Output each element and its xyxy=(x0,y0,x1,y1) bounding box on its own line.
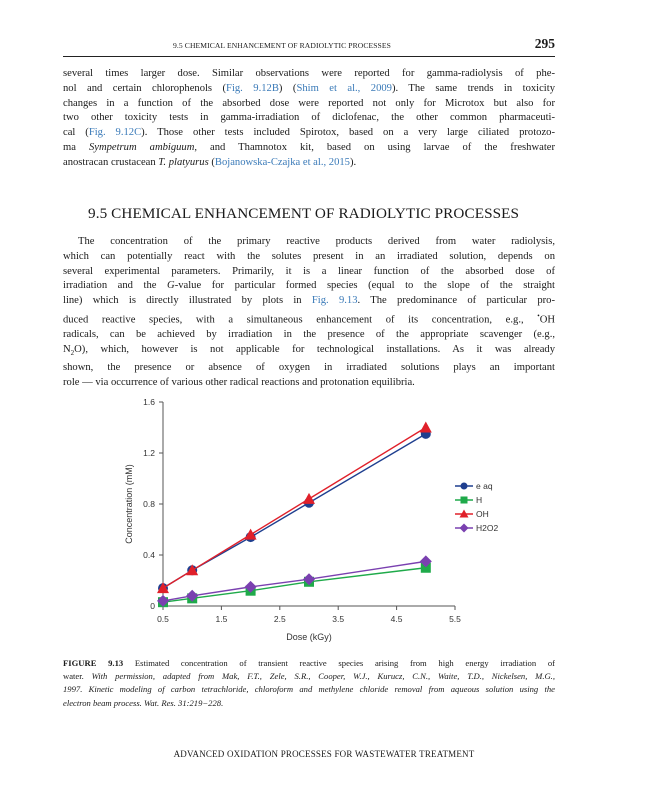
x-tick-label: 5.5 xyxy=(449,614,461,624)
y-tick-label: 1.6 xyxy=(143,397,155,407)
series-line xyxy=(163,561,426,601)
y-tick-label: 1.2 xyxy=(143,448,155,458)
series-e-aq xyxy=(158,429,431,593)
p2-line-4: irradiation and the G-value for particular formed species (equal to the slope of the straight xyxy=(63,280,555,292)
data-point xyxy=(420,422,432,433)
chart-legend xyxy=(455,481,498,533)
ref-fig-9-12c[interactable]: Fig. 9.12C xyxy=(88,127,142,139)
page-number: 295 xyxy=(534,36,555,51)
series-h xyxy=(158,563,431,607)
figure-label: FIGURE 9.13 xyxy=(63,658,124,668)
y-tick-label: 0.8 xyxy=(143,499,155,509)
dose-concentration-chart xyxy=(116,392,516,647)
series-h2o2 xyxy=(157,555,432,607)
y-tick-label: 0.4 xyxy=(143,550,155,560)
series-line xyxy=(163,434,426,588)
p1-line-5: cal (Fig. 9.12C). Those other tests included Spirotox, based on a very large ciliated protozo- xyxy=(63,127,555,139)
paragraph-1 xyxy=(63,67,555,171)
series-line xyxy=(163,568,426,602)
p2-line-5: line) which is directly illustrated by plots in Fig. 9.13. The predominance of particular pro- xyxy=(63,295,556,307)
x-tick-label: 2.5 xyxy=(273,614,286,624)
caption-line-2: water. With permission, adapted from Mak, F.T., Zele, S.R., Cooper, W.J., Kurucz, C.N., Waite, T.D., Nickelsen, M.G., xyxy=(63,671,555,682)
ref-shim-2009[interactable]: Shim et al., 2009 xyxy=(296,82,392,94)
legend-marker xyxy=(460,524,469,533)
p1-line-4: two other toxicity tests in gamma-irradiation of diclofenac, the other common pharmaceuti- xyxy=(63,112,555,124)
crustacean-name: T. platyurus xyxy=(158,156,209,168)
ref-fig-9-12b[interactable]: Fig. 9.12B xyxy=(226,82,279,94)
legend-label: e aq xyxy=(476,481,493,491)
p1-line-2: nol and certain chlorophenols (Fig. 9.12B) (Shim et al., 2009). The same trends in toxicity xyxy=(63,82,555,94)
x-axis-label: Dose (kGy) xyxy=(286,632,332,642)
running-title: 9.5 CHEMICAL ENHANCEMENT OF RADIOLYTIC PROCESSES xyxy=(173,41,391,50)
p2-line-3: several experimental parameters. Primarily, it is a linear function of the absorbed dose of xyxy=(63,265,555,277)
p2-line-8: $N_2O$), which, however is not applicable for technological installations. As it was already xyxy=(63,344,555,358)
x-tick-label: 3.5 xyxy=(332,614,345,624)
ref-bojanowska-2015[interactable]: Bojanowska-Czajka et al., 2015 xyxy=(214,156,350,168)
figure-caption xyxy=(63,657,555,710)
p2-line-7: radicals, can be achieved by irradiation in the presence of the appropriate scavenger (e.g., xyxy=(63,329,555,341)
series-line xyxy=(163,428,426,589)
caption-line-3: 1997. Kinetic modeling of carbon tetrachloride, chloroform and methylene chloride removal from aqueous solution using the xyxy=(63,684,555,695)
p1-line-7: anostracan crustacean T. platyurus (Bojanowska-Czajka et al., 2015). xyxy=(63,156,357,168)
paragraph-2 xyxy=(63,235,555,391)
running-header xyxy=(63,36,555,57)
running-footer: ADVANCED OXIDATION PROCESSES FOR WASTEWATER TREATMENT xyxy=(173,749,475,759)
data-point xyxy=(303,493,315,504)
x-tick-label: 0.5 xyxy=(157,614,169,624)
p1-line-3: changes in a function of the absorbed dose were reported not only for Microtox but also for xyxy=(63,97,555,109)
caption-line-1: FIGURE 9.13 Estimated concentration of transient reactive species arising from high energy irradiation of xyxy=(63,658,555,668)
legend-marker xyxy=(461,483,468,490)
legend-label: H xyxy=(476,495,483,505)
p2-line-2: which can potentially react with the solutes present in an irradiated solution, depends on xyxy=(63,250,555,262)
p1-line-6: ma Sympetrum ambiguum, and Thamnotox kit, based on using larvae of the freshwater xyxy=(63,141,555,153)
y-axis-label: Concentration (mM) xyxy=(124,464,134,544)
p1-line-1: several times larger dose. Similar observations were reported for gamma-radiolysis of phe- xyxy=(63,68,555,79)
p2-line-10: role — via occurrence of various other radical reactions and protonation equilibria. xyxy=(63,376,415,388)
p2-line-1: The concentration of the primary reactive products derived from water radiolysis, xyxy=(78,236,555,247)
species-name: Sympetrum ambiguum xyxy=(88,141,195,153)
y-tick-label: 0 xyxy=(150,601,155,611)
legend-label: H2O2 xyxy=(476,523,499,533)
legend-marker xyxy=(461,497,468,504)
ref-fig-9-13[interactable]: Fig. 9.13 xyxy=(311,295,358,307)
x-tick-label: 1.5 xyxy=(215,614,228,624)
p2-line-6: duced reactive species, with a simultaneous enhancement of its concentration, e.g., •OH xyxy=(63,311,555,326)
caption-line-4: electron beam process. Wat. Res. 31:219−228. xyxy=(63,697,224,708)
section-heading: 9.5 CHEMICAL ENHANCEMENT OF RADIOLYTIC PROCESSES xyxy=(88,205,520,222)
p2-line-9: shown, the presence or absence of oxygen in irradiated solutions plays an important xyxy=(63,362,555,374)
x-tick-label: 4.5 xyxy=(390,614,403,624)
legend-label: OH xyxy=(476,509,489,519)
